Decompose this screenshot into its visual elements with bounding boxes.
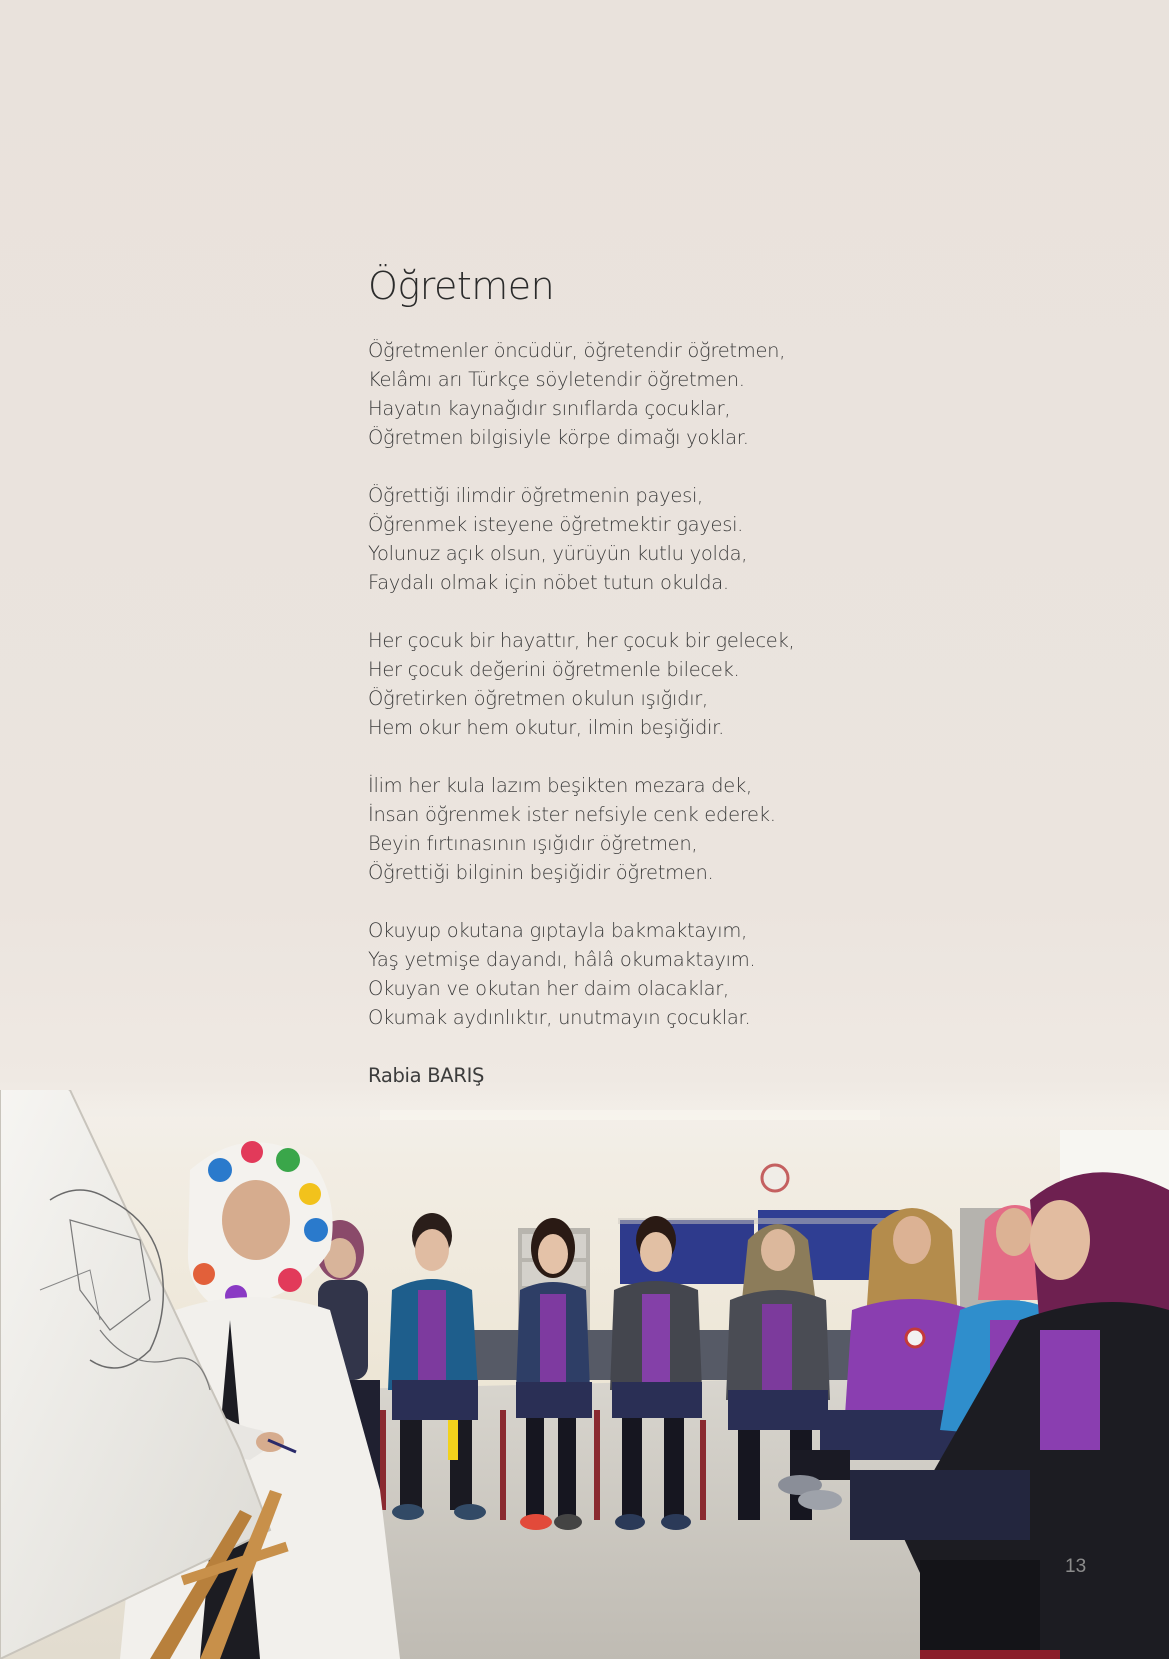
poem-line: Okumak aydınlıktır, unutmayın çocuklar.	[368, 1006, 751, 1029]
poem-line: Öğretmenler öncüdür, öğretendir öğretmen,	[368, 339, 786, 362]
classroom-photo	[0, 1090, 1169, 1659]
poem-line: Okuyup okutana gıptayla bakmaktayım,	[368, 919, 747, 942]
poem-line: Kelâmı arı Türkçe söyletendir öğretmen.	[368, 368, 745, 391]
poem-title: Öğretmen	[368, 264, 555, 308]
poem-line: Faydalı olmak için nöbet tutun okulda.	[368, 571, 729, 594]
poem-line: İnsan öğrenmek ister nefsiyle cenk ederek.	[368, 803, 776, 826]
stanza-5	[368, 916, 888, 1032]
poem-line: Öğretmen bilgisiyle körpe dimağı yoklar.	[368, 426, 749, 449]
poem-line: Öğrettiği ilimdir öğretmenin payesi,	[368, 484, 703, 507]
poem	[368, 262, 888, 1090]
poem-line: Öğrenmek isteyene öğretmektir gayesi.	[368, 513, 744, 536]
stanza-2	[368, 481, 888, 597]
poem-line: Beyin fırtınasının ışığıdır öğretmen,	[368, 832, 698, 855]
poem-line: Öğrettiği bilginin beşiğidir öğretmen.	[368, 861, 714, 884]
page-number: 13	[1065, 1556, 1087, 1577]
poem-line: Hayatın kaynağıdır sınıflarda çocuklar,	[368, 397, 731, 420]
poem-line: Her çocuk değerini öğretmenle bilecek.	[368, 658, 740, 681]
poem-line: Okuyan ve okutan her daim olacaklar,	[368, 977, 729, 1000]
poem-line: Hem okur hem okutur, ilmin beşiğidir.	[368, 716, 725, 739]
poem-author: Rabia BARIŞ	[368, 1064, 485, 1087]
stanza-3	[368, 626, 888, 742]
poem-line: Yaş yetmişe dayandı, hâlâ okumaktayım.	[368, 948, 756, 971]
poem-line: Her çocuk bir hayattır, her çocuk bir gelecek,	[368, 629, 795, 652]
stanza-1	[368, 336, 888, 452]
poem-line: Yolunuz açık olsun, yürüyün kutlu yolda,	[368, 542, 748, 565]
poem-line: Öğretirken öğretmen okulun ışığıdır,	[368, 687, 708, 710]
poem-line: İlim her kula lazım beşikten mezara dek,	[368, 774, 752, 797]
stanza-4	[368, 771, 888, 887]
